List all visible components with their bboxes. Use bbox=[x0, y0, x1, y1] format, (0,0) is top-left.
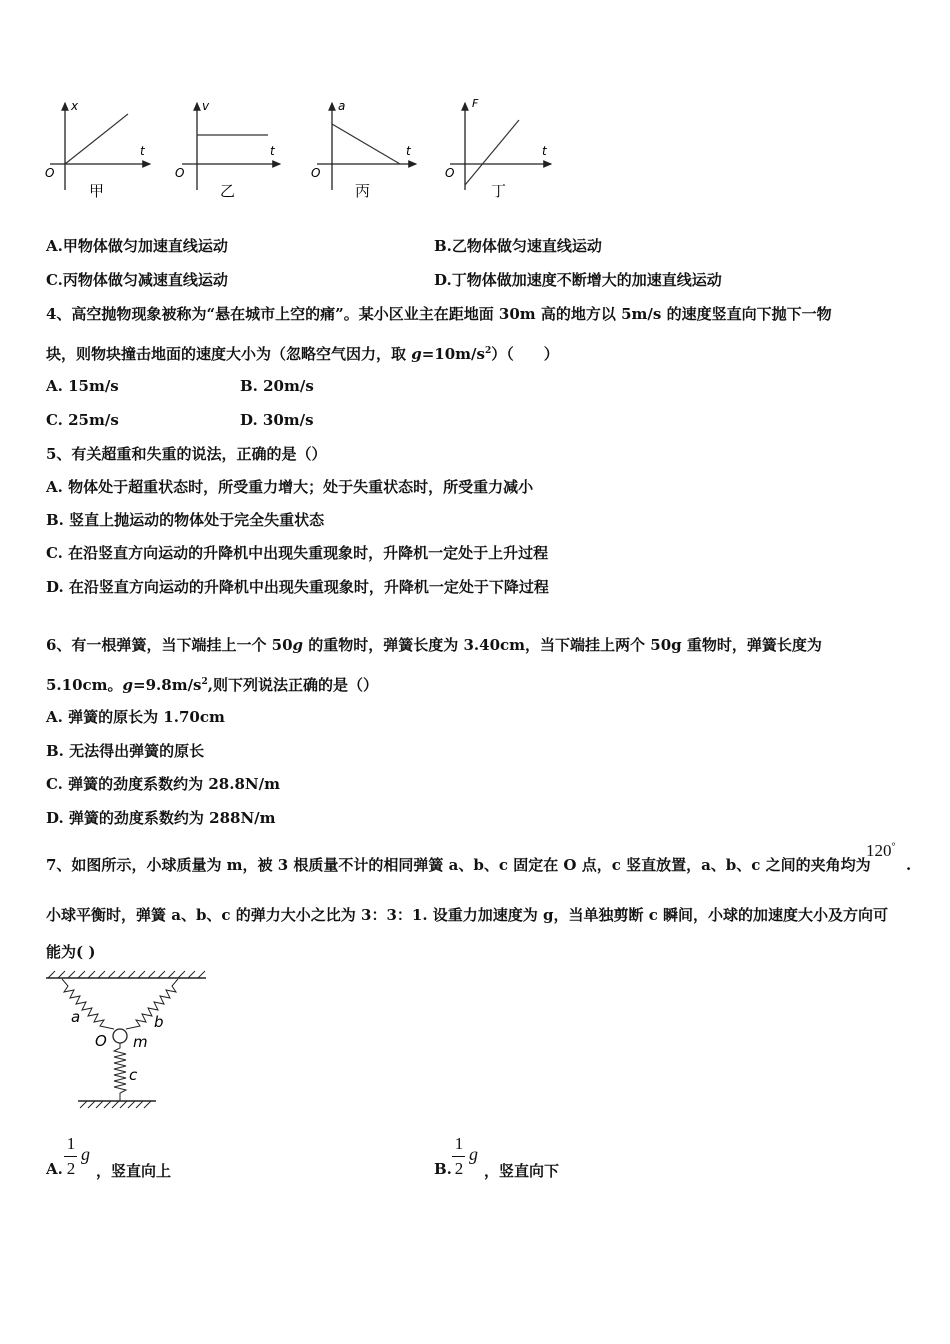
q6-option-a[interactable]: A. 弹簧的原长为 1.70cm bbox=[46, 708, 225, 726]
q7-option-b-text: ，竖直向下 bbox=[484, 1162, 560, 1180]
q7-option-b-numerator: 1 bbox=[454, 1134, 464, 1153]
graph-yi-caption: 乙 bbox=[220, 182, 236, 200]
graph-jia bbox=[45, 99, 150, 200]
graph-yi-origin: O bbox=[175, 166, 185, 180]
label-O: O bbox=[95, 1032, 107, 1050]
spring-a bbox=[62, 979, 114, 1029]
q7-option-b[interactable] bbox=[434, 1132, 634, 1182]
graph-yi-xlabel: t bbox=[270, 144, 275, 158]
q6-superscript: 2 bbox=[201, 677, 208, 687]
graph-jia-ylabel: x bbox=[71, 99, 79, 113]
q7-option-b-label: B. bbox=[434, 1160, 452, 1178]
q5-option-c[interactable]: C. 在沿竖直方向运动的升降机中出现失重现象时，升降机一定处于上升过程 bbox=[46, 544, 549, 562]
q7-stem-line3: 能为( ) bbox=[46, 943, 96, 961]
q4-stem-line2 bbox=[46, 341, 559, 364]
q7-stem-line2: 小球平衡时，弹簧 a、b、c 的弹力大小之比为 3：3：1. 设重力加速度为 g，当单独剪断 c 瞬间，小球的加速度大小及方向可 bbox=[46, 906, 889, 924]
q4-option-c[interactable]: C. 25m/s bbox=[46, 411, 119, 429]
graph-ding-xlabel: t bbox=[542, 144, 547, 158]
graphs-figure bbox=[40, 95, 570, 210]
q5-option-b[interactable]: B. 竖直上抛运动的物体处于完全失重状态 bbox=[46, 511, 325, 529]
label-m: m bbox=[133, 1033, 148, 1051]
graph-ding-ylabel: F bbox=[472, 97, 479, 110]
q7-option-b-fraction-bar bbox=[452, 1156, 465, 1157]
q6-stem-text-b: 的重物时，弹簧长度为 3.40cm，当下端挂上两个 50g 重物时，弹簧长度为 bbox=[303, 636, 822, 654]
graph-yi bbox=[175, 99, 280, 200]
q4-stem-text-c: ）（ ） bbox=[491, 345, 559, 363]
q7-option-b-g: g bbox=[469, 1144, 478, 1164]
q3-option-d[interactable]: D.丁物体做加速度不断增大的加速直线运动 bbox=[434, 271, 722, 289]
q7-angle bbox=[866, 841, 896, 861]
graph-ding bbox=[445, 97, 551, 200]
graph-yi-ylabel: v bbox=[202, 99, 210, 113]
q6-stem-line1 bbox=[46, 635, 822, 655]
label-a: a bbox=[71, 1008, 81, 1026]
q7-option-a-label: A. bbox=[46, 1160, 63, 1178]
q7-option-a[interactable] bbox=[46, 1132, 246, 1182]
q4-stem-text-a: 块，则物块撞击地面的速度大小为（忽略空气因力，取 bbox=[46, 345, 412, 363]
label-b: b bbox=[154, 1013, 164, 1031]
q3-option-a[interactable]: A.甲物体做匀加速直线运动 bbox=[46, 237, 228, 255]
q6-stem-text-a: 6、有一根弹簧，当下端挂上一个 50 bbox=[46, 636, 293, 654]
q7-option-a-text: ，竖直向上 bbox=[96, 1162, 172, 1180]
q4-option-a[interactable]: A. 15m/s bbox=[46, 377, 119, 395]
spring-c bbox=[114, 1043, 126, 1101]
graph-bing-line bbox=[332, 124, 400, 164]
springs-figure bbox=[40, 968, 215, 1113]
q7-period: . bbox=[906, 856, 912, 874]
graph-jia-xlabel: t bbox=[140, 144, 145, 158]
q7-degree-symbol: ° bbox=[891, 841, 896, 853]
q4-superscript: 2 bbox=[484, 346, 492, 356]
ball bbox=[113, 1029, 127, 1043]
q7-option-a-fraction-bar bbox=[64, 1156, 77, 1157]
q5-option-d[interactable]: D. 在沿竖直方向运动的升降机中出现失重现象时，升降机一定处于下降过程 bbox=[46, 578, 549, 596]
q6-stem-line2 bbox=[46, 672, 378, 695]
q3-option-b[interactable]: B.乙物体做匀速直线运动 bbox=[434, 237, 602, 255]
graph-ding-line bbox=[465, 120, 519, 185]
q7-option-a-denominator: 2 bbox=[66, 1159, 76, 1178]
q4-g-symbol: g bbox=[411, 345, 422, 363]
spring-b bbox=[126, 979, 178, 1029]
graph-jia-caption: 甲 bbox=[89, 182, 105, 200]
q7-option-a-numerator: 1 bbox=[66, 1134, 76, 1153]
q6-g-symbol-2: g bbox=[122, 676, 134, 694]
graph-bing bbox=[311, 99, 416, 200]
q5-option-a[interactable]: A. 物体处于超重状态时，所受重力增大；处于失重状态时，所受重力减小 bbox=[46, 478, 534, 496]
graph-bing-ylabel: a bbox=[338, 99, 346, 113]
graph-bing-origin: O bbox=[311, 166, 321, 180]
graph-ding-origin: O bbox=[445, 166, 455, 180]
q4-option-b[interactable]: B. 20m/s bbox=[240, 377, 314, 395]
q6-option-d[interactable]: D. 弹簧的劲度系数约为 288N/m bbox=[46, 809, 276, 827]
q6-option-c[interactable]: C. 弹簧的劲度系数约为 28.8N/m bbox=[46, 775, 280, 793]
q4-option-d[interactable]: D. 30m/s bbox=[240, 411, 314, 429]
graph-jia-line bbox=[65, 114, 128, 164]
q6-stem-text-e: ,则下列说法正确的是（） bbox=[207, 676, 379, 694]
q3-option-c[interactable]: C.丙物体做匀减速直线运动 bbox=[46, 271, 228, 289]
q6-stem-text-c: 5.10cm。 bbox=[46, 676, 123, 694]
q7-option-a-g: g bbox=[81, 1144, 90, 1164]
q4-stem-line1: 4、高空抛物现象被称为“悬在城市上空的痛”。某小区业主在距地面 30m 高的地方以 5m/s 的速度竖直向下抛下一物 bbox=[46, 305, 832, 323]
q7-angle-value: 120 bbox=[866, 841, 892, 860]
q4-stem-text-b: =10m/s bbox=[421, 345, 485, 363]
graph-ding-caption: 丁 bbox=[491, 182, 507, 200]
q7-option-b-denominator: 2 bbox=[454, 1159, 464, 1178]
q6-stem-text-d: =9.8m/s bbox=[133, 676, 202, 694]
q6-g-symbol-1: g bbox=[292, 636, 304, 654]
label-c: c bbox=[129, 1066, 138, 1084]
graph-bing-xlabel: t bbox=[406, 144, 411, 158]
graph-bing-caption: 丙 bbox=[355, 182, 371, 200]
q6-option-b[interactable]: B. 无法得出弹簧的原长 bbox=[46, 742, 205, 760]
q5-stem: 5、有关超重和失重的说法，正确的是（） bbox=[46, 445, 327, 463]
graph-jia-origin: O bbox=[45, 166, 55, 180]
q7-stem-line1: 7、如图所示，小球质量为 m，被 3 根质量不计的相同弹簧 a、b、c 固定在 O 点，c 竖直放置，a、b、c 之间的夹角均为 bbox=[46, 856, 871, 874]
